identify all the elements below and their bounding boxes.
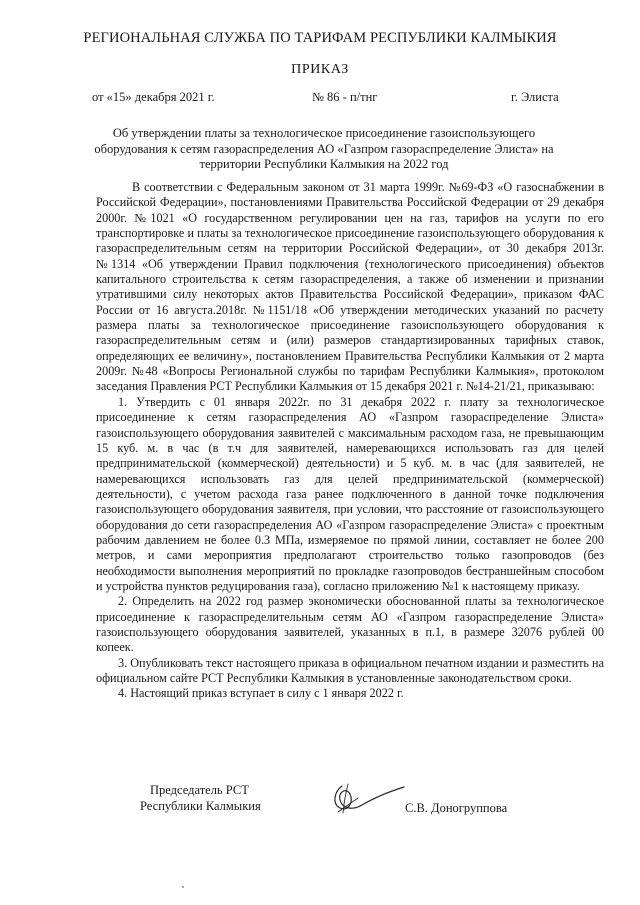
order-date: от «15» декабря 2021 г. (92, 90, 215, 104)
order-number: № 86 - п/тнг (312, 90, 378, 104)
signer-position-line1: Председатель РСТ (150, 783, 249, 797)
scan-speck (182, 886, 184, 888)
order-item-1: 1. Утвердить с 01 января 2022г. по 31 декабря 2022 г. плату за технологическое присоединение к сетям газораспределения АО «Газпром газораспределение Элиста» газоиспользующего оборудования заявителей с максимальным расходом газа, не превышающим 15 куб. м. в час (в т.ч для заявителей, намеревающихся использовать газ для целей предпринимательской (коммерческой) деятельности) и 5 куб. м. в час (для заявителей, не намеревающихся использовать газ для целей предпринимательской (коммерческой) деятельности), с учетом расхода газа ранее подключенного в данной точке подключения газоиспользующего оборудования заявителя, при условии, что расстояние от газоиспользующего оборудования до сети газораспределения АО «Газпром газораспределение Элиста» с проектным рабочим давлением не более 0.3 МПа, измеряемое по прямой линии, составляет не более 200 метров, и сами мероприятия предполагают строительство только газопроводов (без необходимости выполнения мероприятий по прокладке газопроводов бестраншейным способом и устройства пунктов редуцирования газа), согласно приложению №1 к настоящему приказу. (96, 394, 604, 593)
order-item-4: 4. Настоящий приказ вступает в силу с 1 января 2022 г. (118, 686, 404, 701)
signer-position-line2: Республики Калмыкия (140, 799, 261, 813)
order-item-3: 3. Опубликовать текст настоящего приказа в официальном печатном издании и разместить на официальном сайте РСТ Республики Калмыкия в установленные законодательством сроки. (96, 655, 604, 685)
order-item-2: 2. Определить на 2022 год размер экономически обоснованной платы за технологическое присоединение к газораспределительным сетям АО «Газпром газораспределение Элиста» газоиспользующего оборудования заявителей, указанных в п.1, в размере 32076 рублей 00 копеек. (96, 594, 604, 655)
document-type: ПРИКАЗ (291, 62, 349, 77)
order-title: Об утверждении платы за технологическое присоединение газоиспользующего оборудования к сетям газораспределения АО «Газпром газораспределение Элиста» на территории Республики Калмыкия на 2022 год (94, 126, 554, 171)
preamble-paragraph: В соответствии с Федеральным законом от 31 марта 1999г. №69-ФЗ «О газоснабжении в Российской Федерации», постановлениями Правительства Российской Федерации от 29 декабря 2000г. №1021 «О государственном регулировании цен на газ, тарифов на услуги по его транспортировке и платы за технологическое присоединение газоиспользующего оборудования к газораспределительным сетям на территории Российской Федерации», от 30 декабря 2013г. №1314 «Об утверждении Правил подключения (технологического присоединения) объектов капитального строительства к сетям газораспределения, а также об изменении и признании утратившими силу некоторых актов Правительства Российской Федерации», приказом ФАС России от 16 августа.2018г. №1151/18 «Об утверждении методических указаний по расчету размера платы за технологическое присоединение газоиспользующего оборудования к газораспределительным сетям и (или) размеров стандартизированных тарифных ставок, определяющих ее величину», постановлением Правительства Республики Калмыкия от 2 марта 2009г. №48 «Вопросы Региональной службы по тарифам Республики Калмыкия», протоколом заседания Правления РСТ Республики Калмыкия от 15 декабря 2021 г. №14-21/21, приказываю: (96, 180, 604, 394)
signer-position (140, 782, 261, 814)
order-city: г. Элиста (511, 90, 559, 104)
organization-name: РЕГИОНАЛЬНАЯ СЛУЖБА ПО ТАРИФАМ РЕСПУБЛИКИ КАЛМЫКИЯ (83, 30, 557, 46)
order-body (96, 180, 604, 702)
handwritten-signature (328, 778, 406, 818)
signer-name: С.В. Доногруппова (405, 801, 508, 815)
